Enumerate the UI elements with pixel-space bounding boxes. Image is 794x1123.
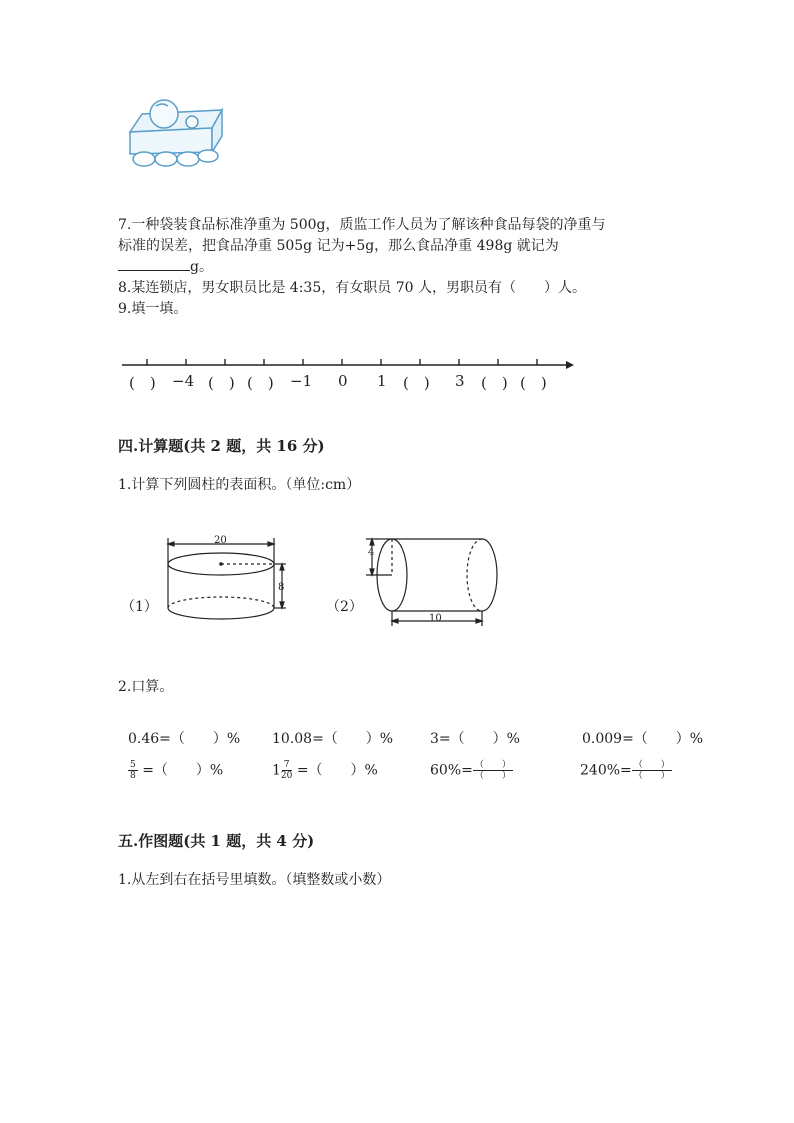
nl-label-3: ( ) (208, 374, 235, 392)
nl-label-11: ( ) (520, 374, 547, 392)
toy-illustration (122, 96, 232, 176)
fraction-numerator: （ ） (633, 760, 670, 770)
q7-suffix: g。 (190, 259, 213, 275)
cylinder2-label: （2） (326, 599, 363, 615)
mixed-integer: 1 (272, 762, 281, 779)
q9-text: 9.填一填。 (118, 301, 188, 317)
fraction-numerator: 7 (283, 760, 290, 770)
section5-title: 五.作图题(共 1 题，共 4 分) (118, 832, 315, 850)
nl-label-2: −4 (172, 372, 195, 390)
calc-item-8-pre: 240%= (580, 762, 632, 779)
calc-item-1: 0.46=（ ）% (128, 731, 241, 747)
fraction-blank-7 (473, 760, 513, 781)
calc-item-7 (430, 760, 513, 781)
nl-label-1: ( ) (129, 374, 156, 392)
calc-item-7-pre: 60%= (430, 762, 473, 779)
nl-label-6: 0 (338, 372, 348, 390)
section4-q2: 2.口算。 (118, 679, 174, 695)
nl-label-5: −1 (290, 372, 313, 390)
section5-q1: 1.从左到右在括号里填数。（填整数或小数） (118, 872, 391, 888)
calc-item-5-rest: =（ ）% (142, 762, 224, 779)
calc-item-8 (580, 760, 672, 781)
q7-answer-blank[interactable] (118, 256, 190, 271)
cylinder1-label: （1） (121, 599, 158, 615)
fraction-denominator: 8 (130, 771, 136, 781)
cylinder2-length: 10 (429, 613, 442, 624)
fraction-blank-8 (632, 760, 672, 781)
nl-label-10: ( ) (481, 374, 508, 392)
cylinder1-height: 8 (278, 582, 285, 593)
fraction-numerator: （ ） (474, 760, 511, 770)
fraction-5-8 (128, 760, 138, 781)
nl-label-7: 1 (377, 372, 387, 390)
q8-text: 8.某连锁店，男女职员比是 4:35，有女职员 70 人，男职员有（ ）人。 (118, 280, 586, 296)
calc-item-2: 10.08=（ ）% (272, 731, 394, 747)
calc-item-6-rest: =（ ）% (296, 762, 378, 779)
nl-label-9: 3 (455, 372, 465, 390)
calc-item-5 (128, 760, 223, 781)
fraction-denominator: 20 (280, 771, 293, 781)
calc-item-3: 3=（ ）% (430, 731, 520, 747)
cylinder1-diameter: 20 (214, 535, 227, 546)
fraction-denominator: （ ） (633, 771, 670, 781)
nl-label-8: ( ) (403, 374, 430, 392)
q7-line2: 标准的误差，把食品净重 505g 记为+5g，那么食品净重 498g 就记为 (118, 238, 559, 254)
cylinder2-radius: 4 (368, 547, 375, 558)
q7-line3 (118, 256, 213, 277)
fraction-denominator: （ ） (474, 771, 511, 781)
section4-title: 四.计算题(共 2 题，共 16 分) (118, 437, 325, 455)
number-line (118, 355, 578, 371)
calc-item-6 (272, 760, 378, 781)
nl-label-4: ( ) (247, 374, 274, 392)
cylinder1-figure (160, 530, 295, 625)
q7-line1: 7.一种袋装食品标准净重为 500g，质监工作人员为了解该种食品每袋的净重与 (118, 217, 606, 233)
fraction-7-20 (281, 760, 292, 781)
fraction-numerator: 5 (130, 760, 136, 770)
calc-item-4: 0.009=（ ）% (582, 731, 704, 747)
section4-q1: 1.计算下列圆柱的表面积。（单位:cm） (118, 477, 361, 493)
